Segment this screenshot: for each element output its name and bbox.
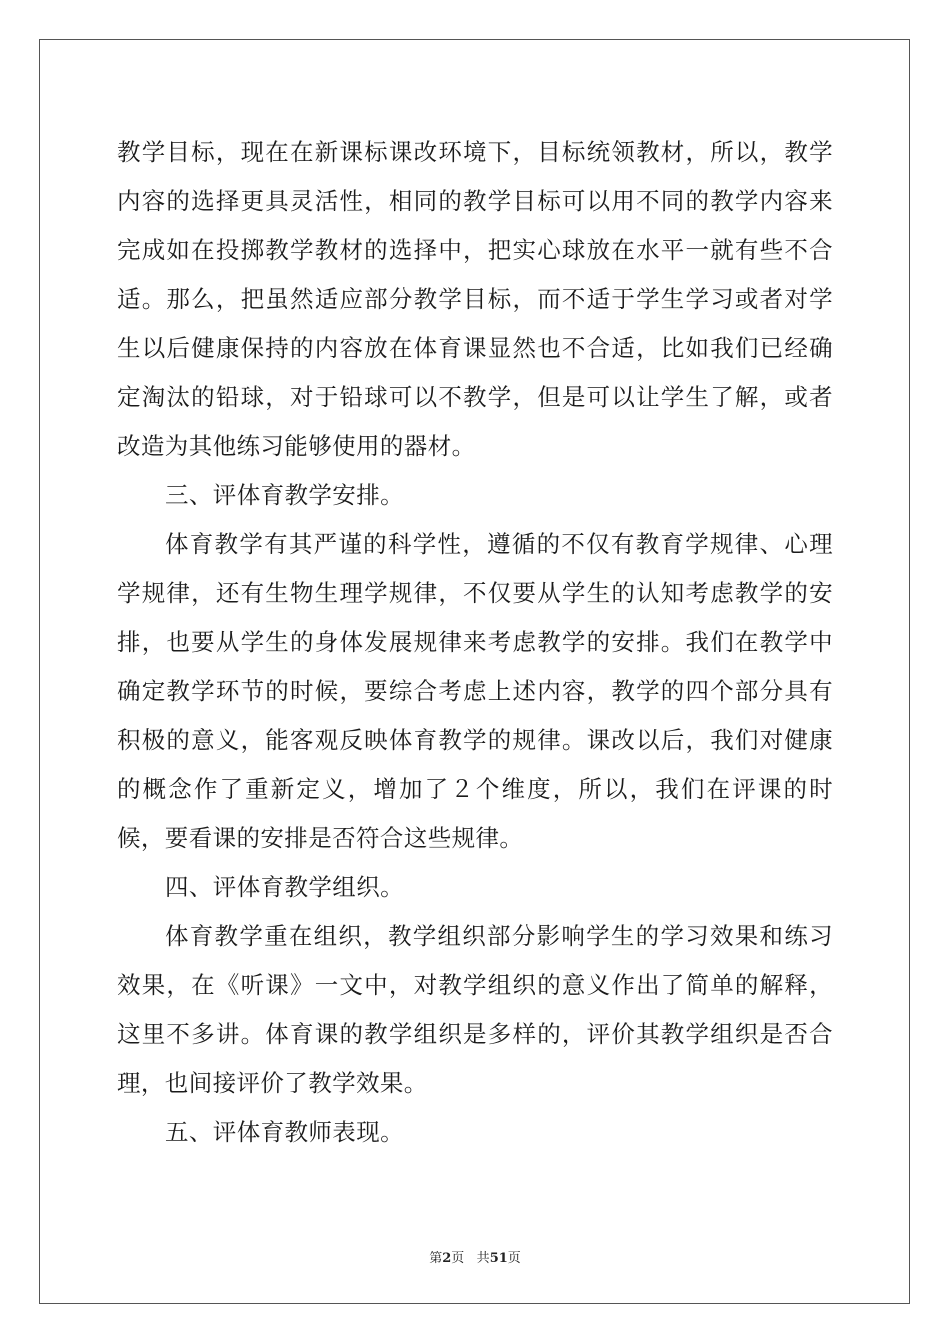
paragraph-1: 教学目标，现在在新课标课改环境下，目标统领教材，所以，教学内容的选择更具灵活性，相同的教学目标可以用不同的教学内容来完成如在投掷教学教材的选择中，把实心球放在水平一就有些不合适。那么，把虽然适应部分教学目标，而不适于学生学习或者对学生以后健康保持的内容放在体育课显然也不合适，比如我们已经确定淘汰的铅球，对于铅球可以不教学，但是可以让学生了解，或者改造为其他练习能够使用的器材。 — [117, 138, 833, 460]
total-prefix: 共 — [476, 1251, 490, 1266]
section-heading-4: 四、评体育教学组织。 — [165, 873, 404, 901]
section-heading-5: 五、评体育教师表现。 — [165, 1118, 404, 1146]
page-number: 2 — [442, 1251, 452, 1266]
section-heading-3: 三、评体育教学安排。 — [165, 481, 404, 509]
page-prefix: 第 — [429, 1251, 443, 1266]
total-suffix: 页 — [507, 1251, 521, 1266]
page-suffix: 页 — [451, 1251, 465, 1266]
document-body — [117, 128, 833, 1157]
paragraph-2: 体育教学有其严谨的科学性，遵循的不仅有教育学规律、心理学规律，还有生物生理学规律，不仅要从学生的认知考虑教学的安排，也要从学生的身体发展规律来考虑教学的安排。我们在教学中确定教学环节的时候，要综合考虑上述内容，教学的四个部分具有积极的意义，能客观反映体育教学的规律。课改以后，我们对健康的概念作了重新定义，增加了２个维度，所以，我们在评课的时候，要看课的安排是否符合这些规律。 — [117, 530, 833, 852]
page-footer — [0, 1247, 950, 1266]
paragraph-3: 体育教学重在组织，教学组织部分影响学生的学习效果和练习效果，在《听课》一文中，对教学组织的意义作出了简单的解释，这里不多讲。体育课的教学组织是多样的，评价其教学组织是否合理，也间接评价了教学效果。 — [117, 922, 833, 1097]
total-pages: 51 — [489, 1251, 508, 1266]
